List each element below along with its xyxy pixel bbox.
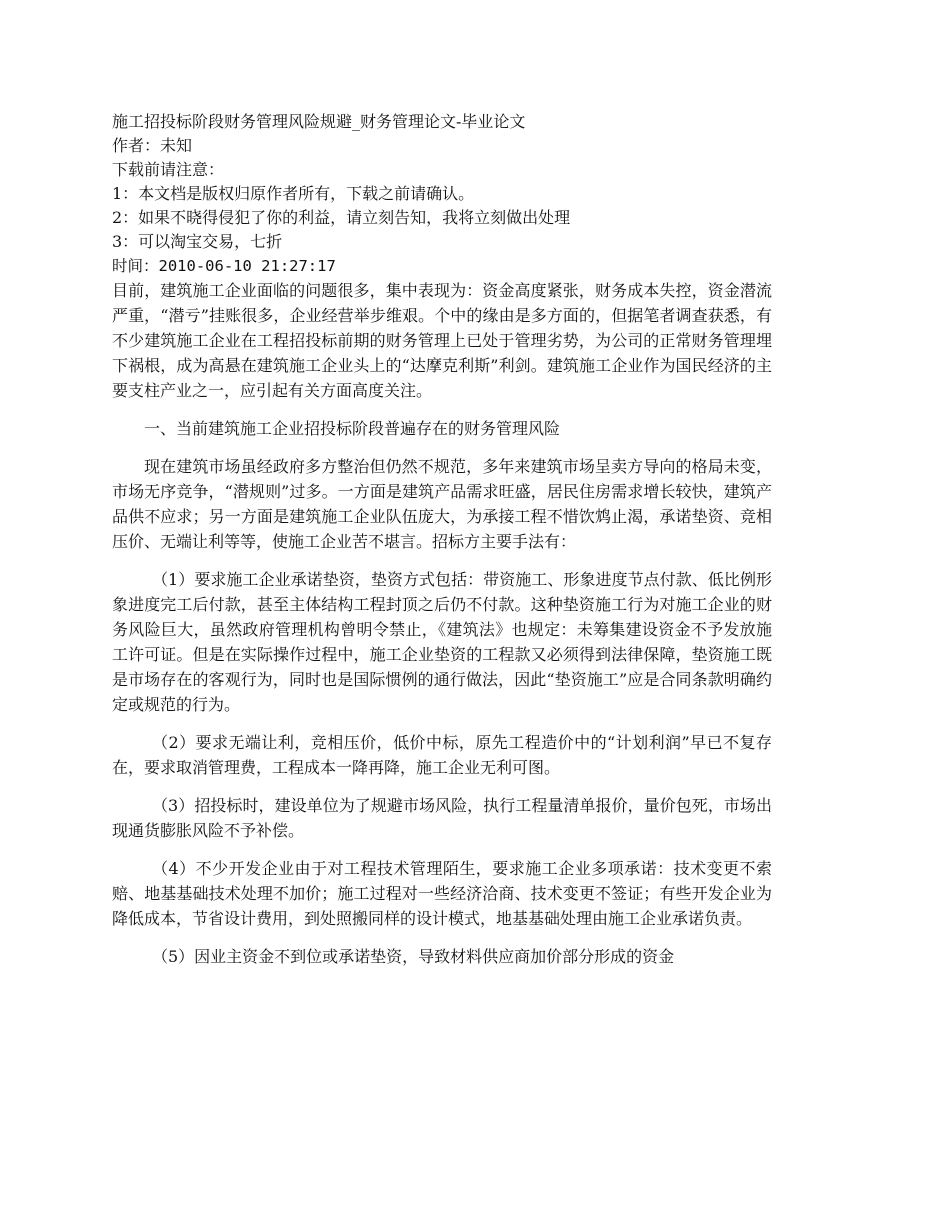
point-5: （5）因业主资金不到位或承诺垫资，导致材料供应商加价部分形成的资金 bbox=[152, 947, 675, 966]
notice-item-2: 2：如果不晓得侵犯了你的利益，请立刻告知，我将立刻做出处理 bbox=[112, 208, 571, 227]
notice-heading: 下载前请注意： bbox=[112, 160, 225, 179]
author-line: 作者：未知 bbox=[112, 136, 193, 155]
point-2: （2）要求无端让利，竞相压价，低价中标，原先工程造价中的“计划利润”早已不复存在，要求取消管理费，工程成本一降再降，施工企业无利可图。 bbox=[112, 733, 772, 777]
timestamp-line: 时间：2010-06-10 21:27:17 bbox=[112, 257, 336, 275]
notice-item-1: 1：本文档是版权归原作者所有，下载之前请确认。 bbox=[112, 184, 475, 203]
point-4: （4）不少开发企业由于对工程技术管理陌生，要求施工企业多项承诺：技术变更不索赔、地基基础技术处理不加价；施工过程对一些经济洽商、技术变更不签证；有些开发企业为降低成本，节省设计费用，到处照搬同样的设计模式，地基基础处理由施工企业承诺负责。 bbox=[112, 859, 772, 928]
document-page bbox=[112, 110, 772, 969]
notice-item-3: 3：可以淘宝交易，七折 bbox=[112, 232, 283, 251]
point-1: （1）要求施工企业承诺垫资，垫资方式包括：带资施工、形象进度节点付款、低比例形象进度完工后付款，甚至主体结构工程封顶之后仍不付款。这种垫资施工行为对施工企业的财务风险巨大，虽然政府管理机构曾明令禁止，《建筑法》也规定：未筹集建设资金不予发放施工许可证。但是在实际操作过程中，施工企业垫资的工程款又必须得到法律保障，垫资施工既是市场存在的客观行为，同时也是国际惯例的通行做法，因此“垫资施工”应是合同条款明确约定或规范的行为。 bbox=[112, 570, 772, 714]
intro-paragraph: 目前，建筑施工企业面临的问题很多，集中表现为：资金高度紧张，财务成本失控，资金潜流严重，“潜亏”挂账很多，企业经营举步维艰。个中的缘由是多方面的，但据笔者调查获悉，有不少建筑施工企业在工程招投标前期的财务管理上已处于管理劣势，为公司的正常财务管理埋下祸根，成为高悬在建筑施工企业头上的“达摩克利斯”利剑。建筑施工企业作为国民经济的主要支柱产业之一，应引起有关方面高度关注。 bbox=[112, 281, 772, 400]
document-title: 施工招投标阶段财务管理风险规避_财务管理论文-毕业论文 bbox=[112, 112, 526, 131]
point-3: （3）招投标时，建设单位为了规避市场风险，执行工程量清单报价，量价包死，市场出现通货膨胀风险不予补偿。 bbox=[112, 796, 772, 840]
section-paragraph: 现在建筑市场虽经政府多方整治但仍然不规范，多年来建筑市场呈卖方导向的格局未变，市场无序竞争，“潜规则”过多。一方面是建筑产品需求旺盛，居民住房需求增长较快，建筑产品供不应求；另一方面是建筑施工企业队伍庞大，为承接工程不惜饮鸩止渴，承诺垫资、竞相压价、无端让利等等，使施工企业苦不堪言。招标方主要手法有： bbox=[112, 457, 772, 551]
section-heading: 一、当前建筑施工企业招投标阶段普遍存在的财务管理风险 bbox=[144, 419, 561, 438]
